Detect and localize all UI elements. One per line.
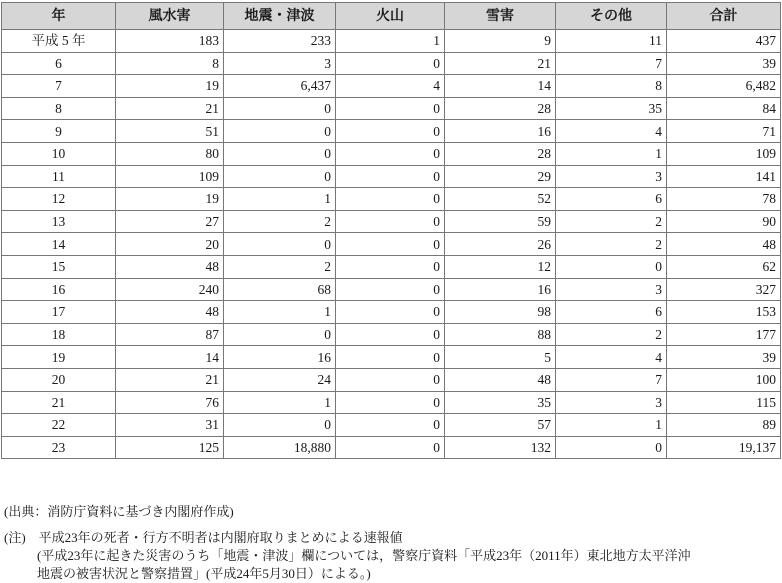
value-cell: 35 [556, 97, 667, 120]
value-cell: 19 [116, 188, 224, 211]
value-cell: 6 [556, 301, 667, 324]
value-cell: 233 [224, 30, 336, 53]
value-cell: 3 [224, 52, 336, 75]
value-cell: 48 [116, 255, 224, 278]
value-cell: 62 [667, 255, 781, 278]
value-cell: 4 [336, 75, 445, 98]
value-cell: 437 [667, 30, 781, 53]
value-cell: 98 [445, 301, 556, 324]
value-cell: 16 [445, 120, 556, 143]
value-cell: 20 [116, 233, 224, 256]
value-cell: 26 [445, 233, 556, 256]
column-header: 年 [2, 3, 116, 30]
value-cell: 31 [116, 414, 224, 437]
table-row [2, 165, 781, 188]
year-cell: 16 [2, 278, 116, 301]
value-cell: 1 [556, 142, 667, 165]
notes-section [4, 503, 780, 583]
column-header: 地震・津波 [224, 3, 336, 30]
column-header: 風水害 [116, 3, 224, 30]
year-cell: 6 [2, 52, 116, 75]
value-cell: 0 [224, 142, 336, 165]
value-cell: 19,137 [667, 436, 781, 459]
value-cell: 7 [556, 52, 667, 75]
value-cell: 125 [116, 436, 224, 459]
value-cell: 0 [224, 323, 336, 346]
value-cell: 14 [445, 75, 556, 98]
value-cell: 0 [556, 255, 667, 278]
value-cell: 24 [224, 368, 336, 391]
table-row [2, 52, 781, 75]
value-cell: 29 [445, 165, 556, 188]
value-cell: 57 [445, 414, 556, 437]
year-cell: 17 [2, 301, 116, 324]
value-cell: 0 [224, 165, 336, 188]
table-row [2, 323, 781, 346]
value-cell: 0 [336, 255, 445, 278]
value-cell: 100 [667, 368, 781, 391]
value-cell: 3 [556, 391, 667, 414]
value-cell: 28 [445, 142, 556, 165]
table-row [2, 30, 781, 53]
year-cell: 7 [2, 75, 116, 98]
value-cell: 78 [667, 188, 781, 211]
value-cell: 109 [667, 142, 781, 165]
column-header: 火山 [336, 3, 445, 30]
value-cell: 1 [224, 301, 336, 324]
table-row [2, 391, 781, 414]
value-cell: 0 [336, 120, 445, 143]
value-cell: 2 [556, 233, 667, 256]
value-cell: 68 [224, 278, 336, 301]
value-cell: 183 [116, 30, 224, 53]
value-cell: 0 [336, 436, 445, 459]
year-cell: 20 [2, 368, 116, 391]
table-row [2, 97, 781, 120]
value-cell: 21 [116, 97, 224, 120]
table-row [2, 188, 781, 211]
value-cell: 28 [445, 97, 556, 120]
value-cell: 0 [336, 165, 445, 188]
year-cell: 14 [2, 233, 116, 256]
table-row [2, 120, 781, 143]
year-cell: 平成 5 年 [2, 30, 116, 53]
year-cell: 13 [2, 210, 116, 233]
table-header [2, 3, 781, 30]
value-cell: 11 [556, 30, 667, 53]
value-cell: 0 [336, 52, 445, 75]
value-cell: 0 [336, 97, 445, 120]
value-cell: 0 [336, 233, 445, 256]
value-cell: 3 [556, 278, 667, 301]
table-row [2, 255, 781, 278]
value-cell: 0 [336, 188, 445, 211]
value-cell: 0 [224, 120, 336, 143]
note-line-2: (平成23年に起きた災害のうち「地震・津波」欄については，警察庁資料「平成23年（2011年）東北地方太平洋沖 [37, 548, 691, 563]
value-cell: 7 [556, 368, 667, 391]
value-cell: 76 [116, 391, 224, 414]
note-line-3: 地震の被害状況と警察措置」(平成24年5月30日）による。) [37, 566, 371, 581]
value-cell: 3 [556, 165, 667, 188]
disaster-victims-table [1, 2, 781, 459]
value-cell: 52 [445, 188, 556, 211]
value-cell: 21 [445, 52, 556, 75]
year-cell: 11 [2, 165, 116, 188]
value-cell: 0 [224, 233, 336, 256]
value-cell: 39 [667, 52, 781, 75]
value-cell: 1 [336, 30, 445, 53]
value-cell: 90 [667, 210, 781, 233]
column-header: 合計 [667, 3, 781, 30]
column-header: 雪害 [445, 3, 556, 30]
year-cell: 19 [2, 346, 116, 369]
value-cell: 16 [224, 346, 336, 369]
value-cell: 0 [556, 436, 667, 459]
year-cell: 12 [2, 188, 116, 211]
value-cell: 59 [445, 210, 556, 233]
value-cell: 0 [336, 278, 445, 301]
value-cell: 0 [224, 97, 336, 120]
value-cell: 2 [556, 210, 667, 233]
value-cell: 18,880 [224, 436, 336, 459]
value-cell: 0 [336, 323, 445, 346]
value-cell: 177 [667, 323, 781, 346]
value-cell: 0 [336, 414, 445, 437]
value-cell: 2 [224, 255, 336, 278]
value-cell: 89 [667, 414, 781, 437]
year-cell: 9 [2, 120, 116, 143]
value-cell: 9 [445, 30, 556, 53]
value-cell: 240 [116, 278, 224, 301]
value-cell: 71 [667, 120, 781, 143]
value-cell: 2 [556, 323, 667, 346]
value-cell: 0 [336, 210, 445, 233]
value-cell: 51 [116, 120, 224, 143]
value-cell: 8 [556, 75, 667, 98]
value-cell: 0 [336, 346, 445, 369]
value-cell: 6,482 [667, 75, 781, 98]
year-cell: 21 [2, 391, 116, 414]
value-cell: 4 [556, 120, 667, 143]
value-cell: 4 [556, 346, 667, 369]
note-line-1: (注) 平成23年の死者・行方不明者は内閣府取りまとめによる速報値 [4, 530, 403, 545]
value-cell: 88 [445, 323, 556, 346]
table-body [2, 30, 781, 459]
value-cell: 8 [116, 52, 224, 75]
value-cell: 48 [116, 301, 224, 324]
table-row [2, 346, 781, 369]
value-cell: 132 [445, 436, 556, 459]
source-note: (出典：消防庁資料に基づき内閣府作成) [4, 504, 234, 519]
year-cell: 22 [2, 414, 116, 437]
value-cell: 0 [336, 142, 445, 165]
value-cell: 0 [336, 391, 445, 414]
header-row [2, 3, 781, 30]
value-cell: 5 [445, 346, 556, 369]
value-cell: 2 [224, 210, 336, 233]
value-cell: 16 [445, 278, 556, 301]
value-cell: 153 [667, 301, 781, 324]
year-cell: 23 [2, 436, 116, 459]
value-cell: 48 [445, 368, 556, 391]
value-cell: 141 [667, 165, 781, 188]
table-row [2, 210, 781, 233]
value-cell: 87 [116, 323, 224, 346]
value-cell: 109 [116, 165, 224, 188]
value-cell: 48 [667, 233, 781, 256]
value-cell: 12 [445, 255, 556, 278]
table-row [2, 436, 781, 459]
value-cell: 84 [667, 97, 781, 120]
value-cell: 327 [667, 278, 781, 301]
value-cell: 0 [336, 368, 445, 391]
table-row [2, 142, 781, 165]
value-cell: 1 [556, 414, 667, 437]
year-cell: 15 [2, 255, 116, 278]
table-row [2, 233, 781, 256]
value-cell: 115 [667, 391, 781, 414]
value-cell: 80 [116, 142, 224, 165]
value-cell: 1 [224, 391, 336, 414]
year-cell: 18 [2, 323, 116, 346]
value-cell: 0 [336, 301, 445, 324]
year-cell: 10 [2, 142, 116, 165]
table-row [2, 75, 781, 98]
value-cell: 27 [116, 210, 224, 233]
table-row [2, 368, 781, 391]
value-cell: 1 [224, 188, 336, 211]
value-cell: 19 [116, 75, 224, 98]
column-header: その他 [556, 3, 667, 30]
table-row [2, 278, 781, 301]
year-cell: 8 [2, 97, 116, 120]
value-cell: 6 [556, 188, 667, 211]
table-row [2, 414, 781, 437]
value-cell: 6,437 [224, 75, 336, 98]
value-cell: 0 [224, 414, 336, 437]
value-cell: 21 [116, 368, 224, 391]
value-cell: 39 [667, 346, 781, 369]
value-cell: 35 [445, 391, 556, 414]
table-row [2, 301, 781, 324]
value-cell: 14 [116, 346, 224, 369]
